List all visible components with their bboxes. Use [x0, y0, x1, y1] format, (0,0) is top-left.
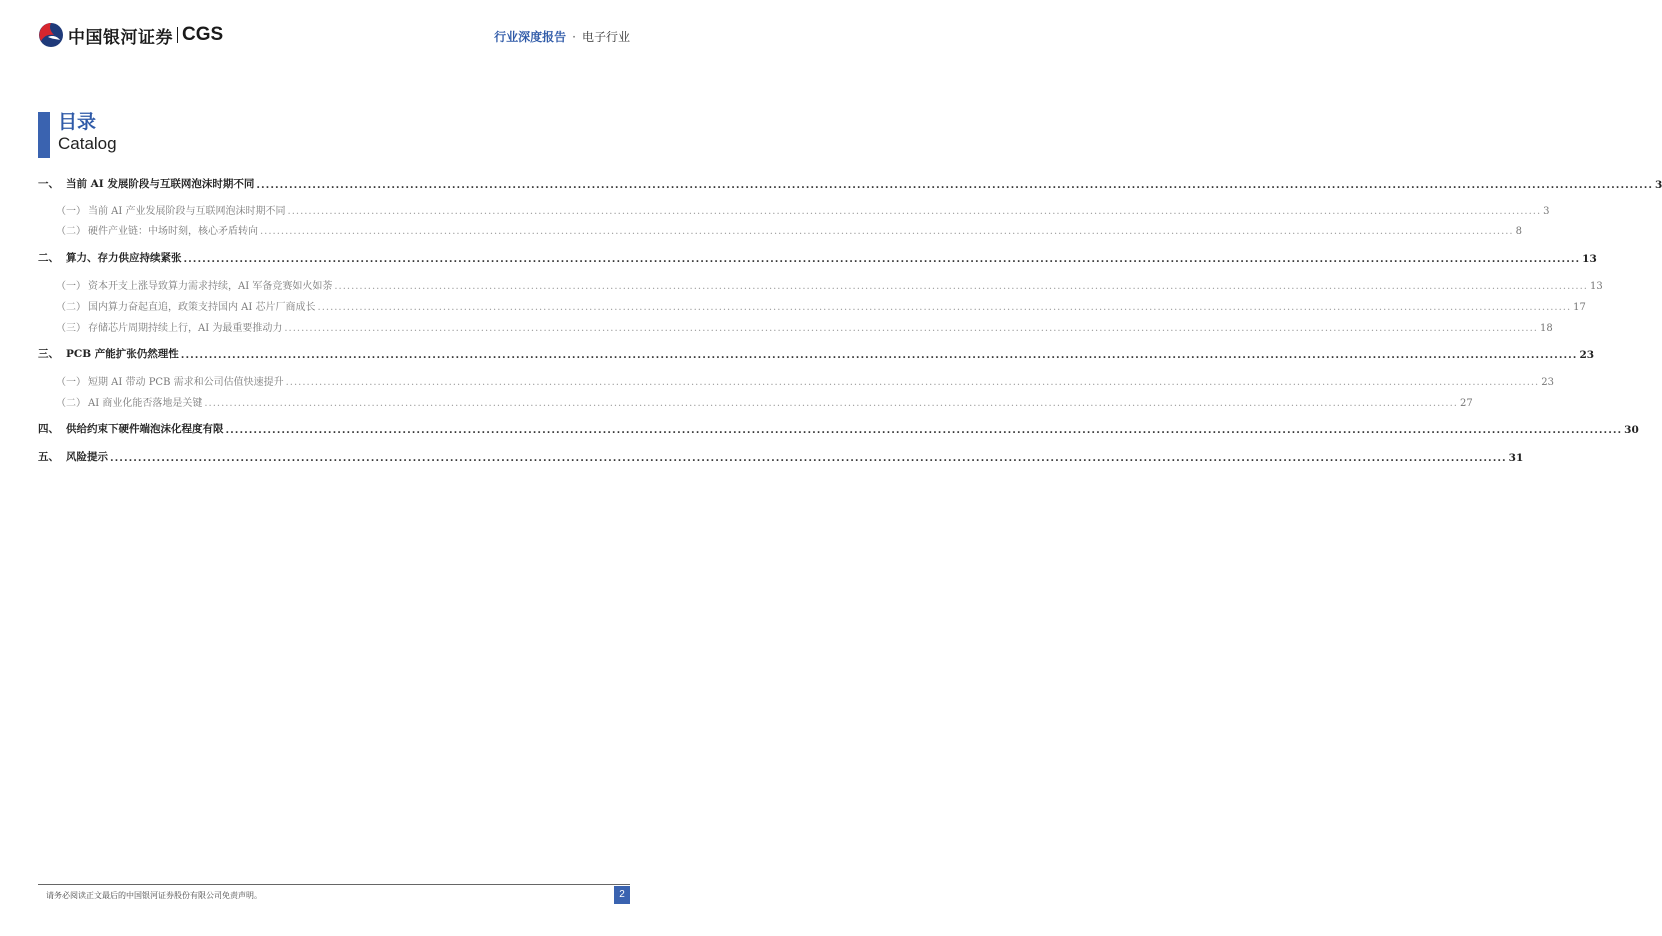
- toc-entry-label[interactable]: 风险提示: [66, 451, 108, 463]
- toc-entry-number: （一）: [56, 206, 86, 217]
- toc-entry-number: （二）: [56, 226, 86, 237]
- company-logo: [38, 22, 223, 48]
- toc-entry-page: 3: [1655, 179, 1662, 191]
- toc-chapter-entry[interactable]: [38, 250, 1597, 265]
- toc-leader-dots: ............................................................................................................................................................................................................................................................................................................: [284, 323, 1538, 334]
- toc-entry-label[interactable]: 资本开支上涨导致算力需求持续，AI 军备竞赛如火如荼: [88, 281, 333, 292]
- toc-section-entry[interactable]: [38, 394, 1473, 409]
- toc-leader-dots: ............................................................................................................................................................................................................................................................................................................: [285, 377, 1540, 388]
- toc-leader-dots: ............................................................................................................................................................................................................................................................................................................: [260, 226, 1514, 237]
- toc-entry-page: 23: [1579, 349, 1595, 361]
- toc-leader-dots: ............................................................................................................................................................................................................................................................................................................: [225, 424, 1623, 436]
- page-header: [0, 0, 662, 60]
- toc-entry-label[interactable]: 当前 AI 发展阶段与互联网泡沫时期不同: [66, 178, 255, 190]
- toc-entry-label[interactable]: 短期 AI 带动 PCB 需求和公司估值快速提升: [88, 377, 284, 388]
- toc-entry-number: （二）: [56, 398, 86, 409]
- title-accent-bar: [38, 112, 50, 158]
- report-type: 行业深度报告: [494, 30, 567, 44]
- toc-section-entry[interactable]: [38, 298, 1586, 313]
- toc-section-entry[interactable]: [38, 277, 1603, 292]
- toc-entry-label[interactable]: 硬件产业链：中场时刻，核心矛盾转向: [88, 226, 258, 237]
- footer-disclaimer: 请务必阅读正文最后的中国银河证券股份有限公司免责声明。: [46, 891, 262, 900]
- toc-entry-page: 30: [1624, 424, 1639, 436]
- logo-english-name: CGS: [182, 24, 224, 45]
- toc-section-entry[interactable]: [38, 319, 1553, 334]
- toc-section-entry[interactable]: [38, 222, 1522, 237]
- toc-entry-label[interactable]: 存储芯片周期持续上行，AI 为最重要推动力: [88, 323, 283, 334]
- toc-title-en: Catalog: [58, 134, 117, 153]
- toc-entry-page: 18: [1539, 323, 1553, 334]
- toc-chapter-entry[interactable]: [38, 176, 1662, 191]
- toc-entry-number: （三）: [56, 323, 86, 334]
- toc-entry-page: 17: [1573, 302, 1586, 313]
- toc-entry-label[interactable]: 算力、存力供应持续紧张: [66, 252, 182, 264]
- toc-entry-label[interactable]: PCB 产能扩张仍然理性: [66, 348, 179, 360]
- toc-entry-number: 一、: [38, 178, 59, 190]
- toc-entry-page: 27: [1459, 398, 1473, 409]
- toc-entry-label[interactable]: 供给约束下硬件端泡沫化程度有限: [66, 423, 224, 435]
- header-separator: ·: [572, 29, 576, 44]
- toc-entry-page: 13: [1589, 281, 1603, 292]
- toc-entry-number: （二）: [56, 302, 86, 313]
- toc-entry-label[interactable]: 当前 AI 产业发展阶段与互联网泡沫时期不同: [88, 206, 286, 217]
- galaxy-logo-icon: [38, 22, 64, 48]
- toc-leader-dots: ............................................................................................................................................................................................................................................................................................................: [180, 349, 1578, 361]
- toc-chapter-entry[interactable]: [38, 449, 1524, 464]
- header-report-info: [494, 28, 630, 45]
- toc-chapter-entry[interactable]: [38, 346, 1595, 361]
- toc-leader-dots: ............................................................................................................................................................................................................................................................................................................: [204, 398, 1458, 409]
- toc-entry-page: 31: [1508, 452, 1524, 464]
- toc-entry-label[interactable]: 国内算力奋起直追，政策支持国内 AI 芯片厂商成长: [88, 302, 316, 313]
- toc-entry-number: 三、: [38, 348, 59, 360]
- toc-entry-number: 五、: [38, 451, 59, 463]
- toc-leader-dots: ............................................................................................................................................................................................................................................................................................................: [334, 281, 1588, 292]
- toc-entry-page: 8: [1515, 226, 1522, 237]
- toc-entry-number: 二、: [38, 252, 59, 264]
- toc-entry-page: 13: [1582, 253, 1597, 265]
- toc-leader-dots: ............................................................................................................................................................................................................................................................................................................: [183, 253, 1581, 265]
- toc-leader-dots: ............................................................................................................................................................................................................................................................................................................: [317, 302, 1572, 313]
- logo-divider: [177, 27, 178, 43]
- toc-chapter-entry[interactable]: [38, 421, 1639, 436]
- toc-section-entry[interactable]: [38, 202, 1550, 217]
- toc-entry-label[interactable]: AI 商业化能否落地是关键: [88, 398, 203, 409]
- footer-divider: [38, 884, 630, 885]
- page-number: 2: [614, 886, 630, 904]
- toc-leader-dots: ............................................................................................................................................................................................................................................................................................................: [287, 206, 1542, 217]
- toc-entry-number: （一）: [56, 377, 86, 388]
- industry-name: 电子行业: [581, 30, 630, 44]
- toc-entry-number: 四、: [38, 423, 59, 435]
- toc-title-cn: 目录: [58, 111, 97, 133]
- toc-entry-page: 23: [1541, 377, 1554, 388]
- toc-leader-dots: ............................................................................................................................................................................................................................................................................................................: [110, 452, 1507, 464]
- toc-leader-dots: ............................................................................................................................................................................................................................................................................................................: [256, 179, 1654, 191]
- logo-chinese-name: 中国银河证券: [68, 27, 173, 48]
- toc-entry-page: 3: [1543, 206, 1550, 217]
- toc-section-entry[interactable]: [38, 373, 1554, 388]
- toc-entry-number: （一）: [56, 281, 86, 292]
